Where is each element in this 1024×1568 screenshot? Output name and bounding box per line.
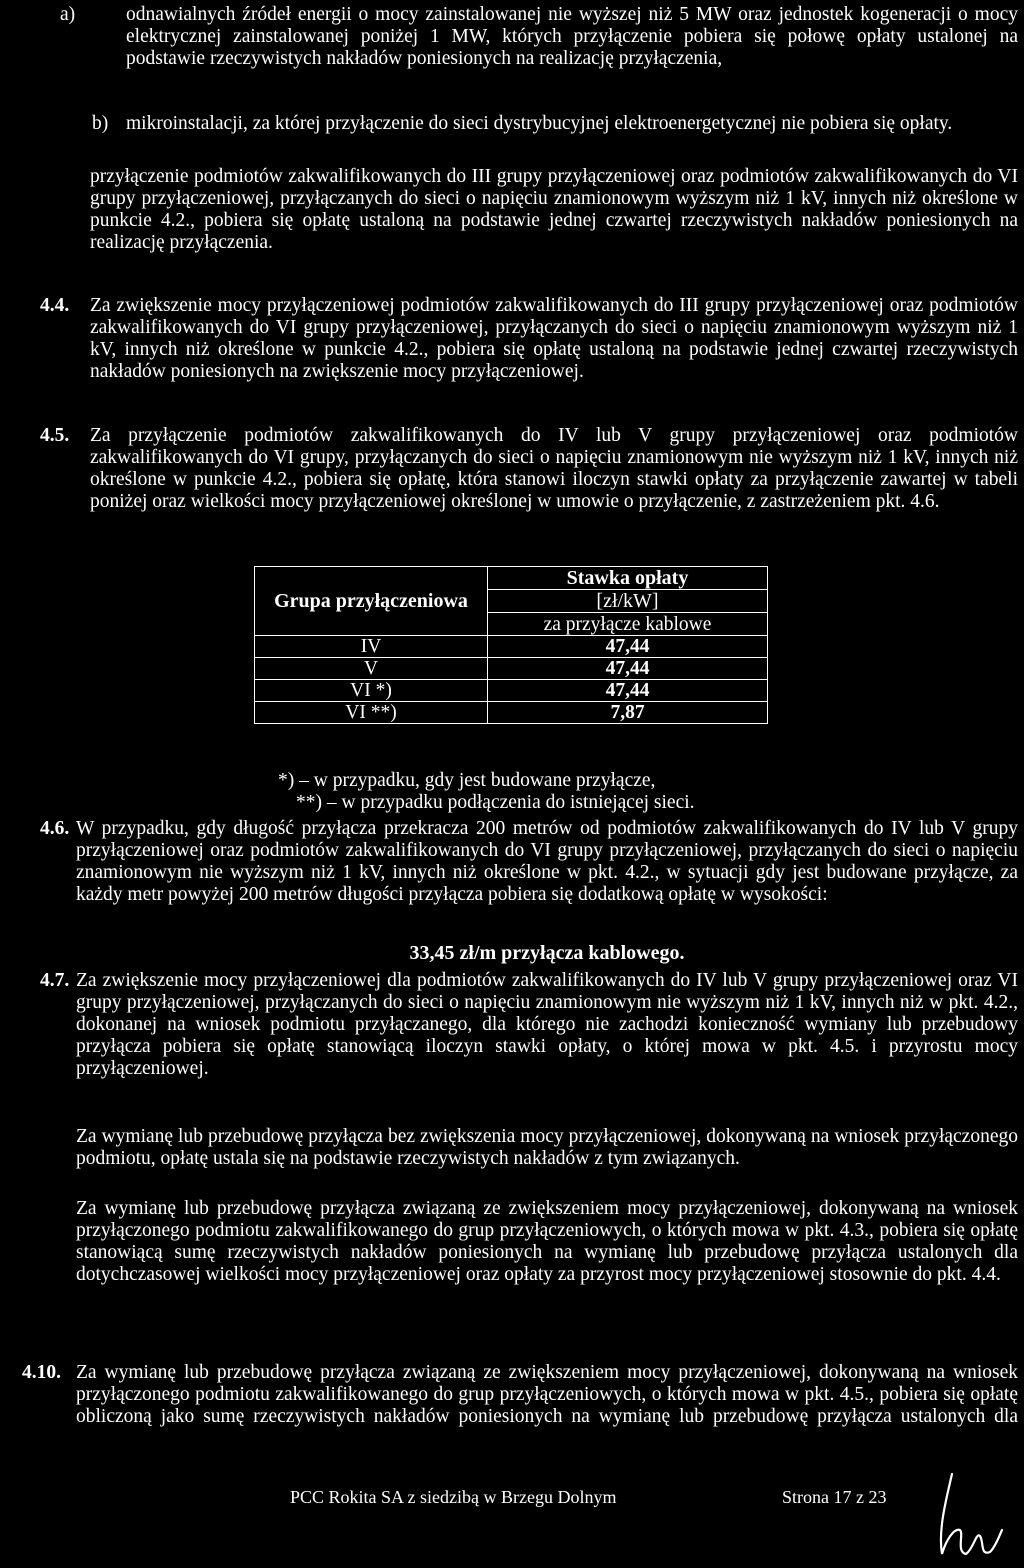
rates-table bbox=[254, 566, 768, 724]
table-cell-rate: 47,44 bbox=[488, 636, 768, 658]
table-cell-rate: 47,44 bbox=[488, 658, 768, 680]
footer-page-number: Strona 17 z 23 bbox=[782, 1487, 887, 1507]
paragraph-4-7-text: Za zwiększenie mocy przyłączeniowej dla podmiotów zakwalifikowanych do IV lub V grupy przyłączeniowej oraz VI grupy przyłączeniowej, przyłączanych do sieci o napięciu znamionowym nie wyższym niż 1 kV, innych niż w pkt. 4.2., dokonanej na wniosek podmiotu przyłączanego, dla którego nie zachodzi konieczność wymiany lub przebudowy przyłącza pobiera się opłatę stanowiącą iloczyn stawki opłaty, o której mowa w pkt. 4.5. i przyrostu mocy przyłączeniowej. bbox=[76, 970, 1018, 1079]
item-a-text: odnawialnych źródeł energii o mocy zainstalowanej nie wyższej niż 5 MW oraz jednostek kogeneracji o mocy elektrycznej zainstalowanej poniżej 1 MW, których przyłączenie pobiera się połowę opłaty ustalonej na podstawie rzeczywistych nakładów poniesionych na realizację przyłączenia, bbox=[126, 4, 1018, 69]
paragraph-4-3-text: przyłączenie podmiotów zakwalifikowanych do III grupy przyłączeniowej oraz podmiotów zakwalifikowanych do VI grupy przyłączeniowej, przyłączanych do sieci o napięciu znamionowym wyższym niż 1 kV, innych niż określone w punkcie 4.2., pobiera się opłatę ustaloną na podstawie jednej czwartej rzeczywistych nakładów poniesionych na realizację przyłączenia. bbox=[90, 166, 1018, 253]
paragraph-4-10-text: Za wymianę lub przebudowę przyłącza związaną ze zwiększeniem mocy przyłączeniowej, dokonywaną na wniosek przyłączonego podmiotu zakwalifikowanego do grup przyłączeniowych, o których mowa w pkt. 4.5., pobiera się opłatę obliczoną jako sumę rzeczywistych nakładów poniesionych na wymianę lub przebudowę przyłącza ustalonych dla bbox=[76, 1362, 1018, 1427]
table-cell-group: IV bbox=[255, 636, 488, 658]
table-cell-group: V bbox=[255, 658, 488, 680]
signature-mark bbox=[930, 1470, 1010, 1562]
table-header-rate bbox=[488, 567, 768, 590]
table-subheader-cable: za przyłącze kablowe bbox=[488, 613, 768, 636]
table-row bbox=[255, 636, 768, 658]
table-header-rate-line1: Stawka opłaty bbox=[566, 566, 689, 589]
paragraph-4-10-number: 4.10. bbox=[22, 1362, 61, 1383]
table-header-unit: [zł/kW] bbox=[488, 590, 768, 613]
table-cell-group: VI *) bbox=[255, 680, 488, 702]
paragraph-4-4-number: 4.4. bbox=[40, 295, 70, 316]
paragraph-4-5-text: Za przyłączenie podmiotów zakwalifikowanych do IV lub V grupy przyłączeniowej oraz podmiotów zakwalifikowanych do VI grupy, przyłączanych do sieci o napięciu znamionowym nie wyższym niż 1 kV, innych niż określone w punkcie 4.2., pobiera się opłatę, która stanowi iloczyn stawki opłaty za przyłączenie zawartej w tabeli poniżej oraz wielkości mocy przyłączeniowej określonej w umowie o przyłączenie, z zastrzeżeniem pkt. 4.6. bbox=[90, 425, 1018, 512]
table-cell-rate: 7,87 bbox=[488, 702, 768, 724]
table-note-1: *) – w przypadku, gdy jest budowane przyłącze, bbox=[278, 770, 656, 791]
paragraph-4-8-text: Za wymianę lub przebudowę przyłącza bez zwiększenia mocy przyłączeniowej, dokonywaną na wniosek przyłączonego podmiotu, opłatę ustala się na podstawie rzeczywistych nakładów z tym związanych. bbox=[76, 1126, 1018, 1169]
paragraph-4-5-number: 4.5. bbox=[40, 425, 70, 446]
footer-company: PCC Rokita SA z siedzibą w Brzegu Dolnym bbox=[290, 1487, 617, 1507]
table-cell-group: VI **) bbox=[255, 702, 488, 724]
table-row bbox=[255, 680, 768, 702]
paragraph-4-6-text: W przypadku, gdy długość przyłącza przekracza 200 metrów od podmiotów zakwalifikowanych do IV lub V grupy przyłączeniowej oraz podmiotów zakwalifikowanych do VI grupy przyłączeniowej, przyłączanych do sieci o napięciu znamionowym nie wyższym niż 1 kV, innych niż określone w pkt. 4.2., w sytuacji gdy jest budowane przyłącze, za każdy metr powyżej 200 metrów długości przyłącza pobiera się dodatkową opłatę w wysokości: bbox=[76, 818, 1018, 905]
paragraph-4-6-number: 4.6. bbox=[40, 818, 70, 839]
item-b-marker: b) bbox=[92, 113, 109, 134]
table-row bbox=[255, 658, 768, 680]
table-row bbox=[255, 702, 768, 724]
table-note-2: **) – w przypadku podłączenia do istniejącej sieci. bbox=[296, 792, 695, 813]
table-cell-rate: 47,44 bbox=[488, 680, 768, 702]
paragraph-4-4-text: Za zwiększenie mocy przyłączeniowej podmiotów zakwalifikowanych do III grupy przyłączeniowej oraz podmiotów zakwalifikowanych do VI grupy przyłączeniowej, przyłączanych do sieci o napięciu znamionowym wyższym niż 1 kV, innych niż określone w punkcie 4.2., pobiera się opłatę ustaloną na podstawie jednej czwartej rzeczywistych nakładów poniesionych na zwiększenie mocy przyłączeniowej. bbox=[90, 295, 1018, 382]
item-b-text: mikroinstalacji, za której przyłączenie do sieci dystrybucyjnej elektroenergetycznej nie pobiera się opłaty. bbox=[126, 113, 953, 134]
paragraph-4-6-amount: 33,45 zł/m przyłącza kablowego. bbox=[409, 942, 685, 964]
item-a-marker: a) bbox=[60, 4, 76, 25]
paragraph-4-7-number: 4.7. bbox=[40, 970, 70, 991]
paragraph-4-9-text: Za wymianę lub przebudowę przyłącza związaną ze zwiększeniem mocy przyłączeniowej, dokonywaną na wniosek przyłączonego podmiotu zakwalifikowanego do grup przyłączeniowych, o których mowa w pkt. 4.3., pobiera się opłatę stanowiącą sumę rzeczywistych nakładów poniesionych na wymianę lub przebudowę przyłącza ustalonych dla dotychczasowej wielkości mocy przyłączeniowej oraz opłaty za przyrost mocy przyłączeniowej stosownie do pkt. 4.4. bbox=[76, 1198, 1018, 1285]
table-header-group: Grupa przyłączeniowa bbox=[255, 567, 488, 636]
